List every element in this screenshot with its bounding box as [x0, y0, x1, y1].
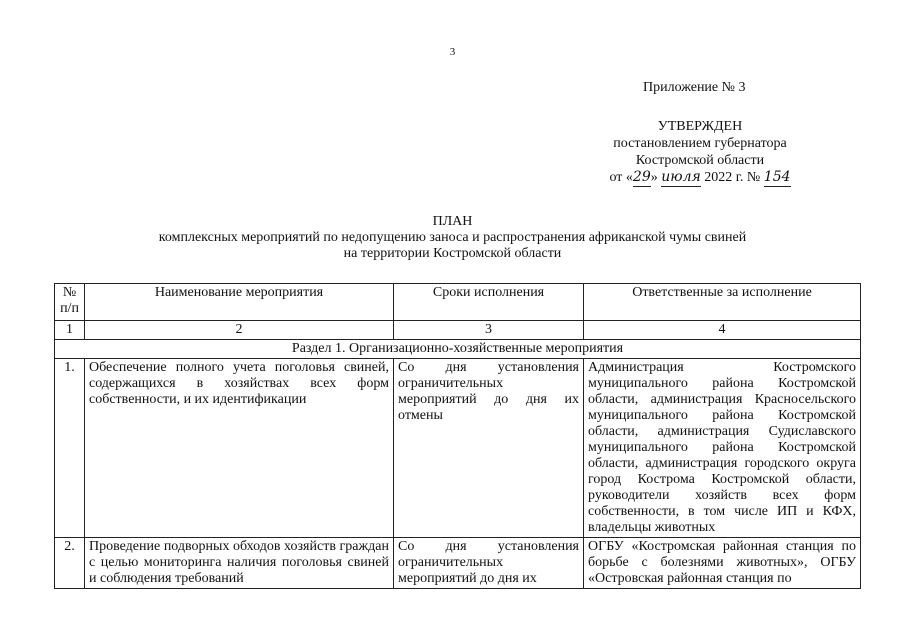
row-term: Со дня установления ограничительных мероприятий до дня их: [394, 538, 584, 589]
approval-date: [590, 169, 810, 187]
header-responsible: Ответственные за исполнение: [584, 284, 861, 321]
row-name: Обеспечение полного учета поголовья свиней, содержащихся в хозяйствах всех форм собственности, и их идентификации: [85, 359, 394, 538]
col-number-4: 4: [584, 321, 861, 340]
col-number-2: 2: [85, 321, 394, 340]
col-number-3: 3: [394, 321, 584, 340]
approval-block: [590, 118, 810, 187]
row-num: 1.: [55, 359, 85, 538]
row-num: 2.: [55, 538, 85, 589]
row-responsible: ОГБУ «Костромская районная станция по борьбе с болезнями животных», ОГБУ «Островская районная станция по: [584, 538, 861, 589]
header-row: [55, 284, 861, 321]
approval-line-2: Костромской области: [635, 153, 765, 168]
header-num: № п/п: [55, 284, 85, 321]
plan-title-line-3: на территории Костромской области: [343, 246, 562, 261]
plan-table: [54, 283, 861, 589]
plan-title: [0, 214, 905, 262]
row-responsible: Администрация Костромского муниципального района Костромской области, администрация Красносельского муниципального района Костромской области, администрация Судиславского муниципального района Костромской области, администрация городского округа город Кострома Костромской области, руководители хозяйств всех форм собственности, в том числе ИП и КФХ, владельцы животных: [584, 359, 861, 538]
section-title: Раздел 1. Организационно-хозяйственные мероприятия: [55, 340, 861, 359]
date-prefix: от «: [609, 170, 633, 185]
plan-title-line-1: ПЛАН: [432, 214, 473, 229]
date-mid: »: [650, 170, 658, 185]
date-number: 154: [763, 169, 791, 185]
row-name: Проведение подворных обходов хозяйств граждан с целью мониторинга наличия поголовья свиней и соблюдения требований: [85, 538, 394, 589]
row-term: Со дня установления ограничительных мероприятий до дня их отмены: [394, 359, 584, 538]
approval-head: УТВЕРЖДЕН: [657, 119, 743, 134]
table-row: [55, 538, 861, 589]
header-name: Наименование мероприятия: [85, 284, 394, 321]
col-number-1: 1: [55, 321, 85, 340]
header-term: Сроки исполнения: [394, 284, 584, 321]
column-number-row: [55, 321, 861, 340]
date-month: июля: [661, 169, 701, 185]
date-day: 29: [632, 169, 651, 185]
approval-line-1: постановлением губернатора: [613, 136, 787, 151]
appendix-label: Приложение № 3: [643, 80, 746, 95]
plan-title-line-2: комплексных мероприятий по недопущению заноса и распространения африканской чумы свиней: [158, 230, 747, 245]
date-year: 2022 г. №: [704, 170, 761, 185]
table-row: [55, 359, 861, 538]
page-number: 3: [449, 46, 456, 58]
section-row: [55, 340, 861, 359]
